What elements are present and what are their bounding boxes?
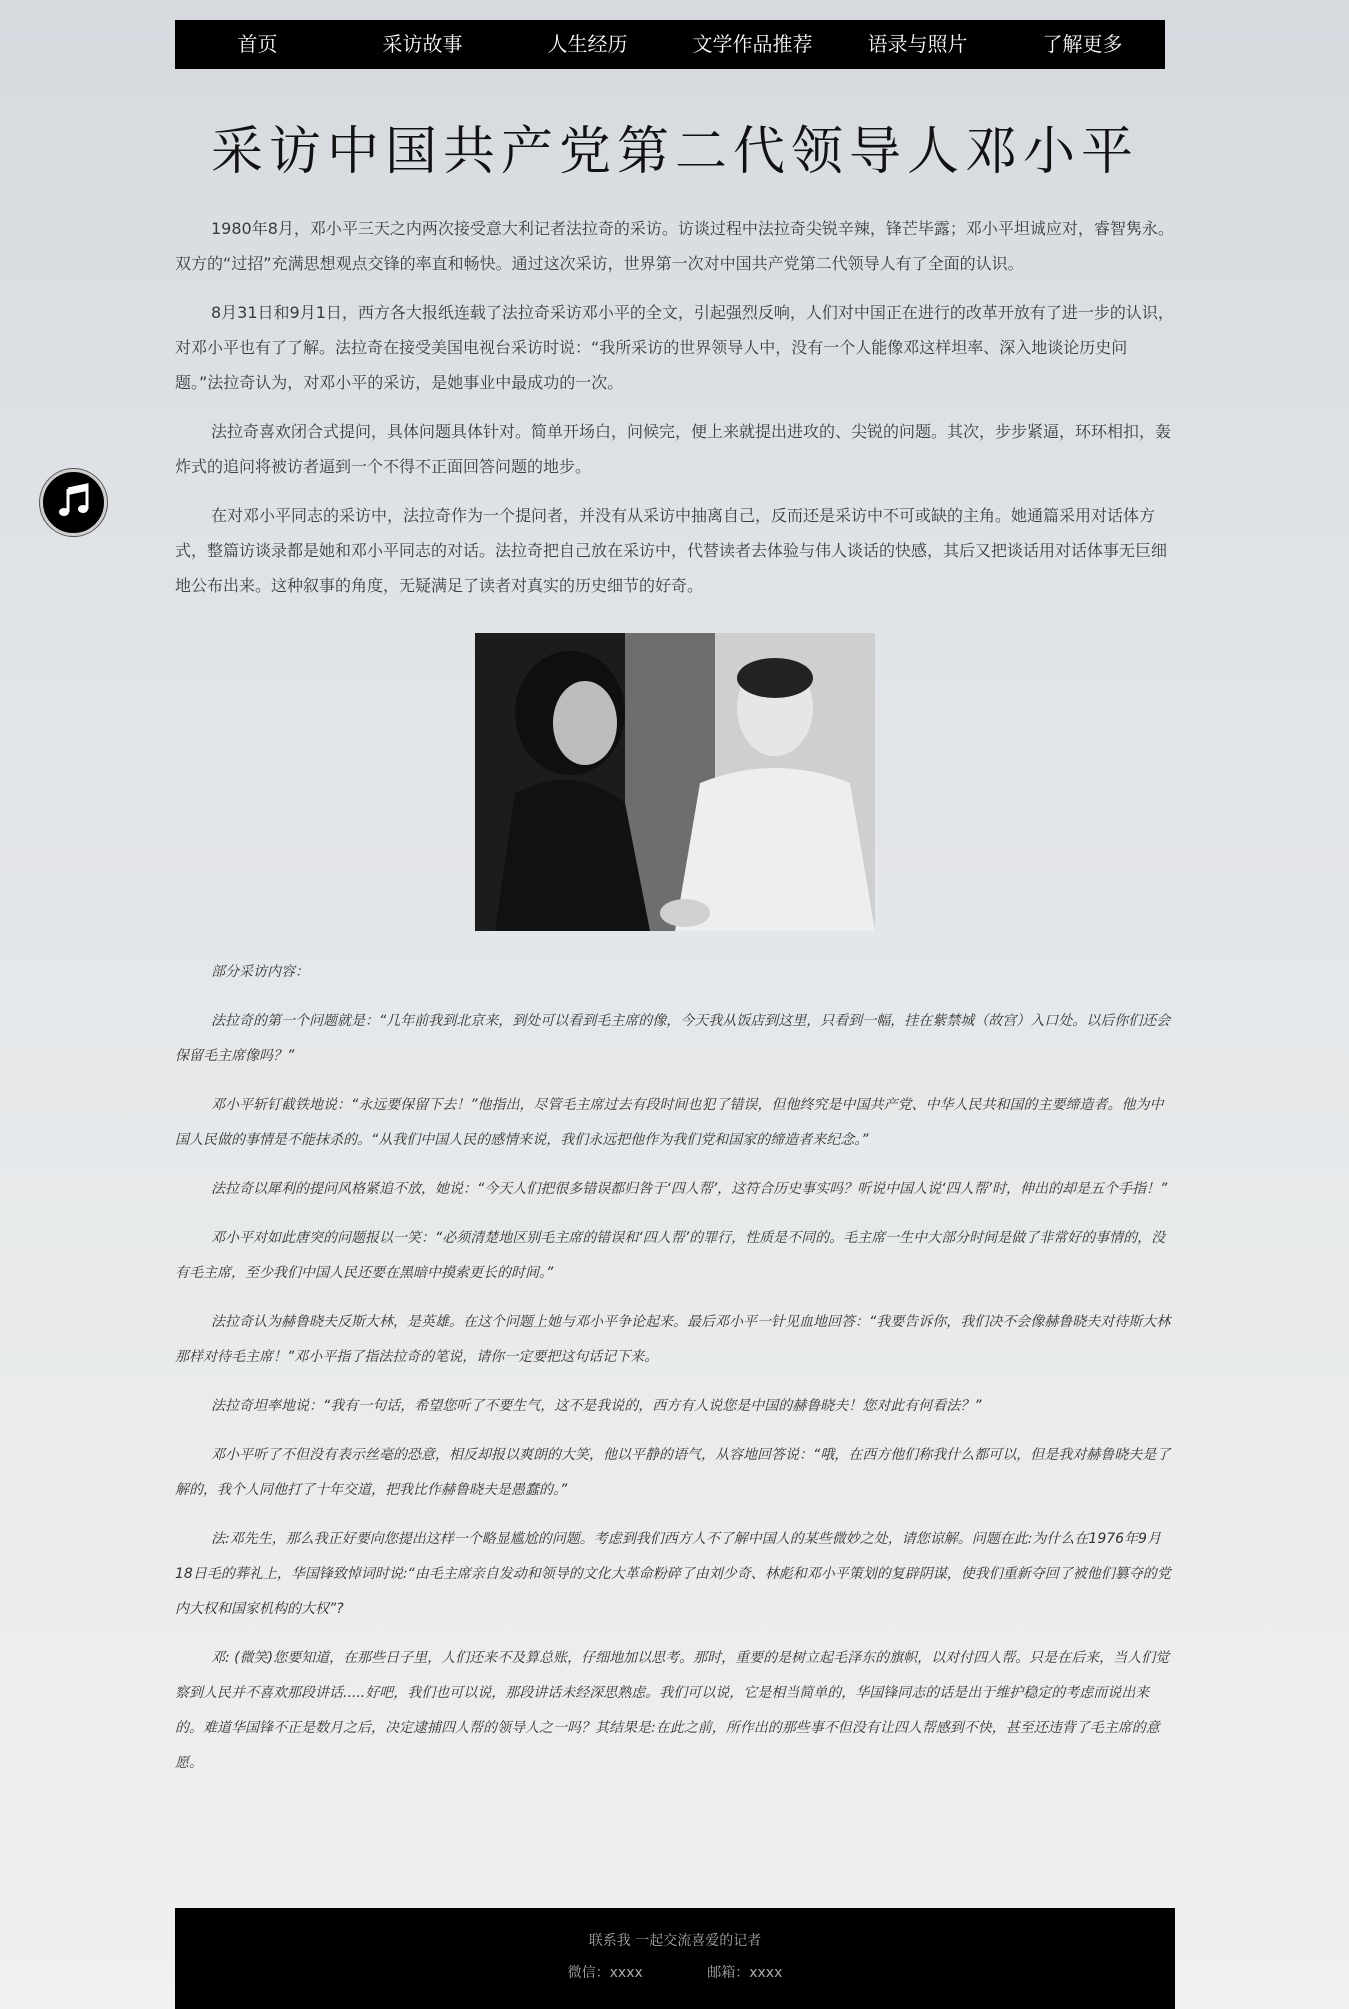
article-paragraph: 1980年8月，邓小平三天之内两次接受意大利记者法拉奇的采访。访谈过程中法拉奇尖锐辛辣，锋芒毕露；邓小平坦诚应对，睿智隽永。双方的“过招”充满思想观点交锋的率直和畅快。通过这次采访，世界第一次对中国共产党第二代领导人有了全面的认识。 xyxy=(175,219,1174,273)
article-paragraph: 8月31日和9月1日，西方各大报纸连载了法拉奇采访邓小平的全文，引起强烈反响，人们对中国正在进行的改革开放有了进一步的认识，对邓小平也有了了解。法拉奇在接受美国电视台采访时说：“我所采访的世界领导人中，没有一个人能像邓这样坦率、深入地谈论历史问题。”法拉奇认为，对邓小平的采访，是她事业中最成功的一次。 xyxy=(175,303,1174,392)
footer-wechat: 微信：xxxx xyxy=(567,1965,643,1981)
nav-life-experience[interactable]: 人生经历 xyxy=(547,32,628,56)
article-body xyxy=(175,211,1175,1795)
nav-quotes-photos[interactable]: 语录与照片 xyxy=(867,32,968,56)
top-nav xyxy=(175,20,1165,69)
interview-paragraph: 法拉奇坦率地说：“我有一句话，希望您听了不要生气，这不是我说的，西方有人说您是中国的赫鲁晓夫！您对此有何看法？” xyxy=(211,1398,982,1414)
interview-paragraph: 法拉奇认为赫鲁晓夫反斯大林，是英雄。在这个问题上她与邓小平争论起来。最后邓小平一针见血地回答：“我要告诉你，我们决不会像赫鲁晓夫对待斯大林那样对待毛主席！”邓小平指了指法拉奇的笔说，请你一定要把这句话记下来。 xyxy=(175,1314,1171,1365)
interview-paragraph: 法:邓先生，那么我正好要向您提出这样一个略显尴尬的问题。考虑到我们西方人不了解中国人的某些微妙之处，请您谅解。问题在此:为什么在1976年9月18日毛的葬礼上，华国锋致悼词时说:“由毛主席亲自发动和领导的文化大革命粉碎了由刘少奇、林彪和邓小平策划的复辟阴谋，使我们重新夺回了被他们篡夺的党内大权和国家机构的大权”? xyxy=(175,1531,1171,1617)
footer-email: 邮箱：xxxx xyxy=(707,1965,783,1981)
footer-contact-text: 联系我 一起交流喜爱的记者 xyxy=(588,1933,762,1949)
interview-paragraph: 邓小平对如此唐突的问题报以一笑：“必须清楚地区别毛主席的错误和‘四人帮’的罪行，性质是不同的。毛主席一生中大部分时间是做了非常好的事情的，没有毛主席，至少我们中国人民还要在黑暗中摸索更长的时间。” xyxy=(175,1230,1166,1281)
article-paragraph: 在对邓小平同志的采访中，法拉奇作为一个提问者，并没有从采访中抽离自己，反而还是采访中不可或缺的主角。她通篇采用对话体方式，整篇访谈录都是她和邓小平同志的对话。法拉奇把自己放在采访中，代替读者去体验与伟人谈话的快感，其后又把谈话用对话体事无巨细地公布出来。这种叙事的角度，无疑满足了读者对真实的历史细节的好奇。 xyxy=(175,506,1168,595)
photo-container xyxy=(175,633,1175,931)
interview-paragraph: 邓小平听了不但没有表示丝毫的恐意，相反却报以爽朗的大笑，他以平静的语气，从容地回答说：“哦，在西方他们称我什么都可以，但是我对赫鲁晓夫是了解的，我个人同他打了十年交道，把我比作赫鲁晓夫是愚蠢的。” xyxy=(175,1447,1171,1498)
nav-interview-stories[interactable]: 采访故事 xyxy=(382,32,463,56)
interview-paragraph: 邓: (微笑)您要知道，在那些日子里，人们还来不及算总账，仔细地加以思考。那时，重要的是树立起毛泽东的旗帜，以对付四人帮。只是在后来，当人们觉察到人民并不喜欢那段讲话.....好吧，我们也可以说，那段讲话未经深思熟虑。我们可以说，它是相当简单的，华国锋同志的话是出于维护稳定的考虑而说出来的。难道华国锋不正是数月之后，决定逮捕四人帮的领导人之一吗？其结果是:在此之前，所作出的那些事不但没有让四人帮感到不快，甚至还违背了毛主席的意愿。 xyxy=(175,1650,1170,1771)
nav-literature-recommend[interactable]: 文学作品推荐 xyxy=(692,32,813,56)
article-paragraph: 法拉奇喜欢闭合式提问，具体问题具体针对。简单开场白，问候完，便上来就提出进攻的、尖锐的问题。其次，步步紧逼，环环相扣，轰炸式的追问将被访者逼到一个不得不正面回答问题的地步。 xyxy=(175,422,1172,476)
interview-paragraph: 部分采访内容： xyxy=(211,964,309,980)
interview-paragraph: 法拉奇的第一个问题就是：“几年前我到北京来，到处可以看到毛主席的像，今天我从饭店到这里，只看到一幅，挂在紫禁城（故宫）入口处。以后你们还会保留毛主席像吗？” xyxy=(175,1013,1171,1064)
music-note-icon xyxy=(54,481,94,525)
interview-paragraph: 邓小平斩钉截铁地说：“永远要保留下去！”他指出，尽管毛主席过去有段时间也犯了错误，但他终究是中国共产党、中华人民共和国的主要缔造者。他为中国人民做的事情是不能抹杀的。“从我们中国人民的感情来说，我们永远把他作为我们党和国家的缔造者来纪念。” xyxy=(175,1097,1164,1148)
footer xyxy=(175,1908,1175,2009)
interview-photo xyxy=(475,633,875,931)
interview-excerpt xyxy=(175,955,1175,1781)
page-title: 采访中国共产党第二代领导人邓小平 xyxy=(210,122,1139,182)
interview-paragraph: 法拉奇以犀利的提问风格紧追不放，她说：“今天人们把很多错误都归咎于‘四人帮’，这符合历史事实吗？听说中国人说‘四人帮’时，伸出的却是五个手指！” xyxy=(211,1181,1168,1197)
nav-learn-more[interactable]: 了解更多 xyxy=(1042,32,1123,56)
nav-home[interactable]: 首页 xyxy=(237,32,278,56)
footer-contact-info xyxy=(175,1962,1175,1984)
music-toggle-button[interactable] xyxy=(40,469,107,536)
